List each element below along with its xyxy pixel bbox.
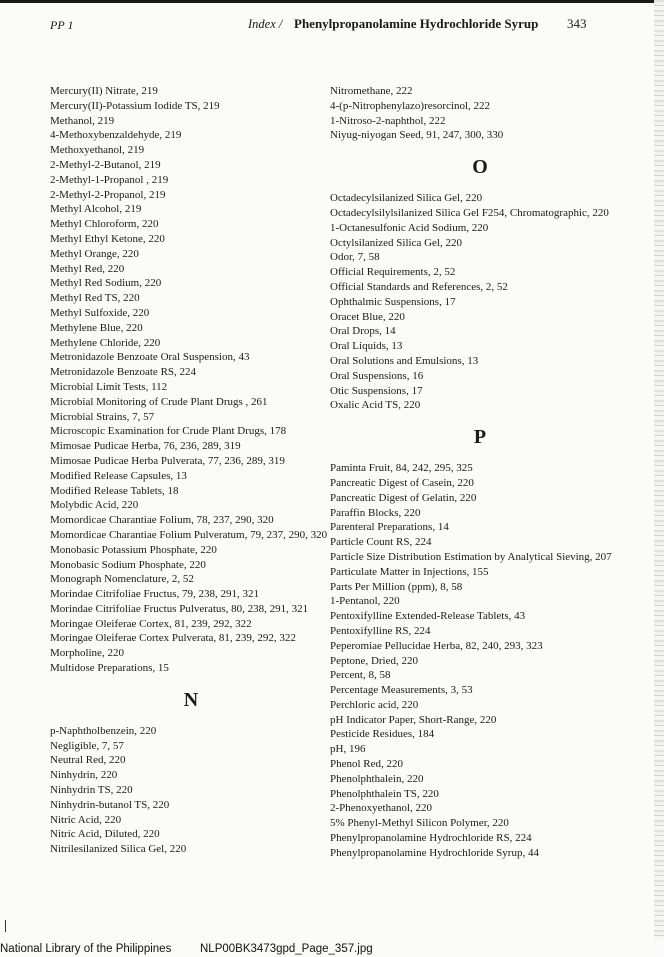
index-entry: Methanol, 219 (50, 114, 115, 127)
index-entry: Moringae Oleiferae Cortex, 81, 239, 292, 322 (50, 617, 252, 630)
index-entry: Peptone, Dried, 220 (330, 654, 418, 667)
index-entry: Oral Solutions and Emulsions, 13 (330, 354, 479, 367)
index-entry: Monograph Nomenclature, 2, 52 (50, 573, 194, 586)
index-entry: Modified Release Tablets, 18 (50, 484, 179, 497)
index-entry: Methyl Sulfoxide, 220 (50, 306, 150, 319)
index-entry: Methoxyethanol, 219 (50, 144, 145, 157)
index-entry: Oral Suspensions, 16 (330, 369, 424, 382)
index-entry: pH Indicator Paper, Short-Range, 220 (330, 713, 497, 726)
index-entry: Methylene Chloride, 220 (50, 336, 161, 349)
scan-edge (654, 0, 664, 940)
index-entry: Monobasic Sodium Phosphate, 220 (50, 558, 206, 571)
index-entry: 2-Phenoxyethanol, 220 (330, 802, 433, 815)
index-entry: Octadecylsilanized Silica Gel, 220 (330, 192, 483, 205)
index-entry: Octadecylsilylsilanized Silica Gel F254, Chromatographic, 220 (330, 206, 609, 219)
page-number: 343 (567, 16, 587, 31)
index-entry: 4-Methoxybenzaldehyde, 219 (50, 129, 182, 142)
index-entry: Pentoxifylline RS, 224 (330, 624, 431, 637)
index-entry: Odor, 7, 58 (330, 251, 380, 264)
section-letter: N (183, 688, 199, 711)
index-entry: Oracet Blue, 220 (330, 310, 405, 323)
footer-filename: NLP00BK3473gpd_Page_357.jpg (200, 943, 373, 955)
index-entry: p-Naphtholbenzein, 220 (50, 724, 157, 737)
index-entry: Oxalic Acid TS, 220 (330, 399, 421, 412)
index-column-right (330, 84, 630, 861)
index-entry: Methylene Blue, 220 (50, 321, 143, 334)
index-entry: Methyl Ethyl Ketone, 220 (50, 232, 165, 245)
index-entry: Official Standards and References, 2, 52 (330, 280, 508, 293)
index-entry: Metronidazole Benzoate Oral Suspension, 43 (50, 351, 250, 364)
page-header (0, 14, 654, 36)
index-entry: Phenol Red, 220 (330, 758, 404, 771)
index-entry: Microscopic Examination for Crude Plant Drugs, 178 (50, 425, 287, 438)
index-entry: Oral Drops, 14 (330, 325, 396, 338)
index-entry: Phenylpropanolamine Hydrochloride RS, 224 (330, 832, 532, 845)
index-entry: Microbial Monitoring of Crude Plant Drugs , 261 (50, 395, 268, 408)
index-entry: Mercury(II)-Potassium Iodide TS, 219 (50, 99, 220, 112)
index-entry: Particle Count RS, 224 (330, 536, 432, 549)
index-entry: Morindae Citrifoliae Fructus Pulveratus, 80, 238, 291, 321 (50, 602, 309, 615)
index-entry: Oral Liquids, 13 (330, 340, 403, 353)
index-entry: Morindae Citrifoliae Fructus, 79, 238, 291, 321 (50, 588, 259, 601)
index-entry: Paraffin Blocks, 220 (330, 506, 421, 519)
index-entry: 4-(p-Nitrophenylazo)resorcinol, 222 (330, 99, 491, 112)
index-column-left (50, 84, 332, 857)
index-entry: Mimosae Pudicae Herba Pulverata, 77, 236, 289, 319 (50, 454, 285, 467)
index-entry: Methyl Orange, 220 (50, 247, 139, 260)
index-entry: Otic Suspensions, 17 (330, 384, 423, 397)
index-entry: Nitrilesilanized Silica Gel, 220 (50, 843, 187, 856)
index-entry: Methyl Red TS, 220 (50, 292, 140, 305)
index-entry: Pancreatic Digest of Gelatin, 220 (330, 491, 477, 504)
index-entry: Perchloric acid, 220 (330, 698, 419, 711)
index-entry: Particulate Matter in Injections, 155 (330, 565, 489, 578)
index-entry: Octylsilanized Silica Gel, 220 (330, 236, 462, 249)
index-entry: Niyug-niyogan Seed, 91, 247, 300, 330 (330, 129, 504, 142)
scan-footer (0, 943, 664, 957)
index-entry: Methyl Chloroform, 220 (50, 218, 159, 231)
section-letter: P (473, 426, 487, 449)
index-entry: Phenolphthalein TS, 220 (330, 787, 439, 800)
index-entry: Ninhydrin-butanol TS, 220 (50, 798, 170, 811)
index-entry: 5% Phenyl-Methyl Silicon Polymer, 220 (330, 817, 509, 830)
section-letter: O (472, 156, 488, 179)
index-entry: 1-Pentanol, 220 (330, 595, 400, 608)
index-entry: Nitromethane, 222 (330, 85, 413, 97)
index-entry: 1-Octanesulfonic Acid Sodium, 220 (330, 221, 489, 234)
header-title: Phenylpropanolamine Hydrochloride Syrup (294, 16, 539, 31)
header-code: PP 1 (50, 18, 74, 32)
index-entry: Modified Release Capsules, 13 (50, 469, 187, 482)
index-entry: Negligible, 7, 57 (50, 739, 124, 752)
index-entry: Percentage Measurements, 3, 53 (330, 684, 473, 697)
index-entry: Metronidazole Benzoate RS, 224 (50, 366, 197, 379)
top-rule (0, 0, 654, 3)
index-entry: 2-Methyl-1-Propanol , 219 (50, 173, 169, 186)
index-entry: Monobasic Potassium Phosphate, 220 (50, 543, 217, 556)
index-entry: Phenolphthalein, 220 (330, 772, 424, 785)
index-entry: Pesticide Residues, 184 (330, 728, 435, 741)
index-entry: Paminta Fruit, 84, 242, 295, 325 (330, 462, 473, 475)
index-entry: Microbial Limit Tests, 112 (50, 380, 168, 393)
header-index-label: Index / (248, 17, 283, 31)
index-entry: Ninhydrin, 220 (50, 769, 118, 782)
footer-library: National Library of the Philippines (0, 943, 172, 955)
index-entry: Microbial Strains, 7, 57 (50, 410, 155, 423)
index-entry: Mercury(II) Nitrate, 219 (50, 85, 158, 97)
index-entry: Molybdic Acid, 220 (50, 499, 139, 512)
index-entry: Methyl Red Sodium, 220 (50, 277, 162, 290)
index-entry: Percent, 8, 58 (330, 669, 391, 682)
index-entry: Parenteral Preparations, 14 (330, 521, 449, 534)
index-entry: Moringae Oleiferae Cortex Pulverata, 81, 239, 292, 322 (50, 632, 296, 645)
index-entry: 1-Nitroso-2-naphthol, 222 (330, 114, 446, 127)
index-entry: Nitric Acid, 220 (50, 813, 122, 826)
index-entry: Parts Per Million (ppm), 8, 58 (330, 580, 463, 593)
index-entry: 2-Methyl-2-Butanol, 219 (50, 158, 161, 171)
margin-mark (5, 920, 6, 932)
index-entry: Momordicae Charantiae Folium Pulveratum, 79, 237, 290, 320 (50, 528, 328, 541)
index-entry: Ninhydrin TS, 220 (50, 784, 133, 797)
index-entry: Ophthalmic Suspensions, 17 (330, 295, 456, 308)
index-entry: Morpholine, 220 (50, 647, 124, 660)
index-entry: Methyl Alcohol, 219 (50, 203, 142, 216)
index-entry: Multidose Preparations, 15 (50, 662, 169, 675)
index-entry: pH, 196 (330, 743, 366, 756)
index-entry: Official Requirements, 2, 52 (330, 266, 456, 279)
index-entry: Nitric Acid, Diluted, 220 (50, 828, 160, 841)
index-entry: Methyl Red, 220 (50, 262, 125, 275)
index-entry: Peperomiae Pellucidae Herba, 82, 240, 293, 323 (330, 639, 543, 652)
index-entry: Pentoxifylline Extended-Release Tablets, 43 (330, 610, 526, 623)
index-entry: Mimosae Pudicae Herba, 76, 236, 289, 319 (50, 440, 241, 453)
index-entry: Phenylpropanolamine Hydrochloride Syrup, 44 (330, 846, 539, 859)
index-entry: Particle Size Distribution Estimation by Analytical Sieving, 207 (330, 550, 612, 563)
index-entry: Pancreatic Digest of Casein, 220 (330, 476, 474, 489)
index-entry: 2-Methyl-2-Propanol, 219 (50, 188, 166, 201)
index-entry: Neutral Red, 220 (50, 754, 126, 767)
index-entry: Momordicae Charantiae Folium, 78, 237, 290, 320 (50, 514, 274, 527)
